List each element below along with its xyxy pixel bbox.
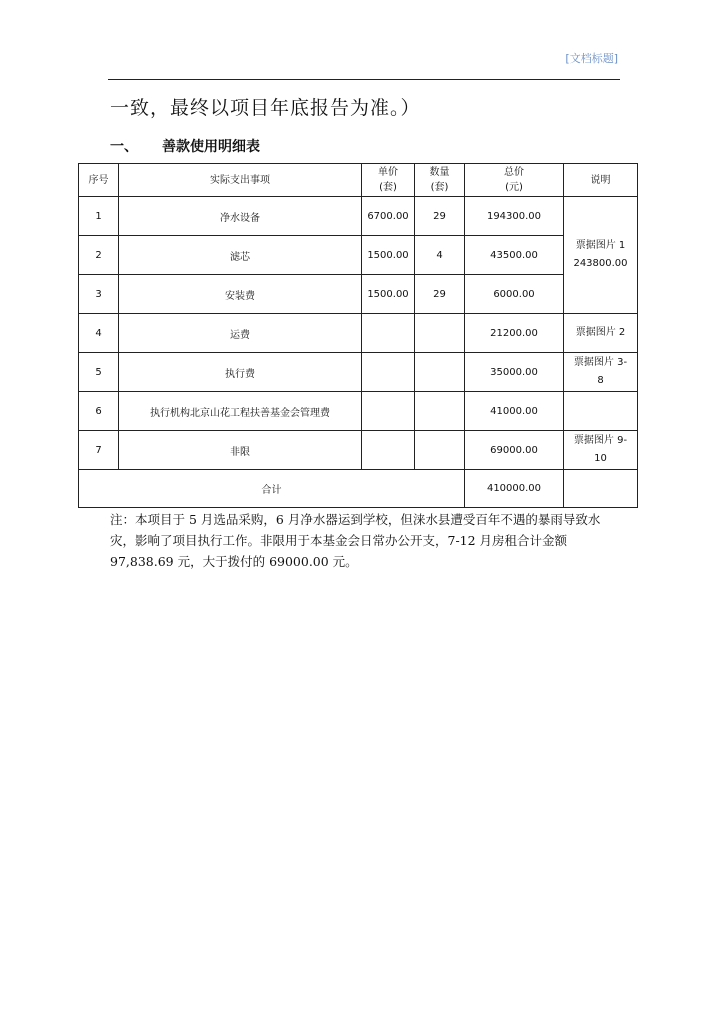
document-title-placeholder[interactable]: [文档标题] <box>565 52 618 65</box>
row-item: 执行机构北京山花工程扶善基金会管理费 <box>119 392 362 431</box>
header-quantity: 数量 (套) <box>415 164 465 197</box>
header-unit-price: 单价 (套) <box>362 164 415 197</box>
row-quantity <box>415 431 465 470</box>
row-item: 执行费 <box>119 353 362 392</box>
header-note: 说明 <box>564 164 638 197</box>
row-item: 非限 <box>119 431 362 470</box>
row-note: 票据图片 2 <box>564 314 638 353</box>
row-quantity <box>415 353 465 392</box>
row-note <box>564 392 638 431</box>
row-seq: 2 <box>79 236 119 275</box>
row-seq: 7 <box>79 431 119 470</box>
table-row <box>79 197 638 236</box>
header-item: 实际支出事项 <box>119 164 362 197</box>
row-item: 滤芯 <box>119 236 362 275</box>
row-seq: 5 <box>79 353 119 392</box>
section-title: 善款使用明细表 <box>162 139 260 155</box>
row-item: 安装费 <box>119 275 362 314</box>
expense-detail-table <box>78 163 638 508</box>
section-number: 一、 <box>110 139 138 155</box>
row-unit-price <box>362 392 415 431</box>
table-sum-row <box>79 470 638 508</box>
section-heading <box>110 136 260 156</box>
row-quantity <box>415 392 465 431</box>
header-total: 总价 (元) <box>465 164 564 197</box>
table-row <box>79 431 638 470</box>
row-quantity <box>415 314 465 353</box>
table-row <box>79 392 638 431</box>
table-row <box>79 314 638 353</box>
header-seq: 序号 <box>79 164 119 197</box>
row-total: 35000.00 <box>465 353 564 392</box>
row-unit-price <box>362 314 415 353</box>
row-seq: 4 <box>79 314 119 353</box>
row-note: 票据图片 9- 10 <box>564 431 638 470</box>
row-unit-price <box>362 353 415 392</box>
row-total: 194300.00 <box>465 197 564 236</box>
footnote: 注：本项目于 5 月选品采购，6 月净水器运到学校，但涞水县遭受百年不遇的暴雨导致水灾，影响了项目执行工作。非限用于本基金会日常办公开支，7-12 月房租合计金额 97,838.69 元，大于拨付的 69000.00 元。 <box>110 512 601 569</box>
table-header-row <box>79 164 638 197</box>
row-note-merged: 票据图片 1 243800.00 <box>564 197 638 314</box>
row-item: 运费 <box>119 314 362 353</box>
row-seq: 1 <box>79 197 119 236</box>
row-total: 41000.00 <box>465 392 564 431</box>
continuation-text: 一致，最终以项目年底报告为准。） <box>110 97 421 119</box>
table-row <box>79 353 638 392</box>
row-total: 6000.00 <box>465 275 564 314</box>
table-row <box>79 236 638 275</box>
row-note: 票据图片 3- 8 <box>564 353 638 392</box>
sum-label: 合计 <box>79 470 465 508</box>
row-total: 21200.00 <box>465 314 564 353</box>
row-unit-price: 1500.00 <box>362 236 415 275</box>
row-quantity: 4 <box>415 236 465 275</box>
row-total: 69000.00 <box>465 431 564 470</box>
row-item: 净水设备 <box>119 197 362 236</box>
sum-total: 410000.00 <box>465 470 564 508</box>
row-seq: 3 <box>79 275 119 314</box>
row-quantity: 29 <box>415 275 465 314</box>
row-unit-price <box>362 431 415 470</box>
row-unit-price: 1500.00 <box>362 275 415 314</box>
sum-note <box>564 470 638 508</box>
row-quantity: 29 <box>415 197 465 236</box>
row-seq: 6 <box>79 392 119 431</box>
row-unit-price: 6700.00 <box>362 197 415 236</box>
header-divider <box>108 79 620 80</box>
row-total: 43500.00 <box>465 236 564 275</box>
table-row <box>79 275 638 314</box>
